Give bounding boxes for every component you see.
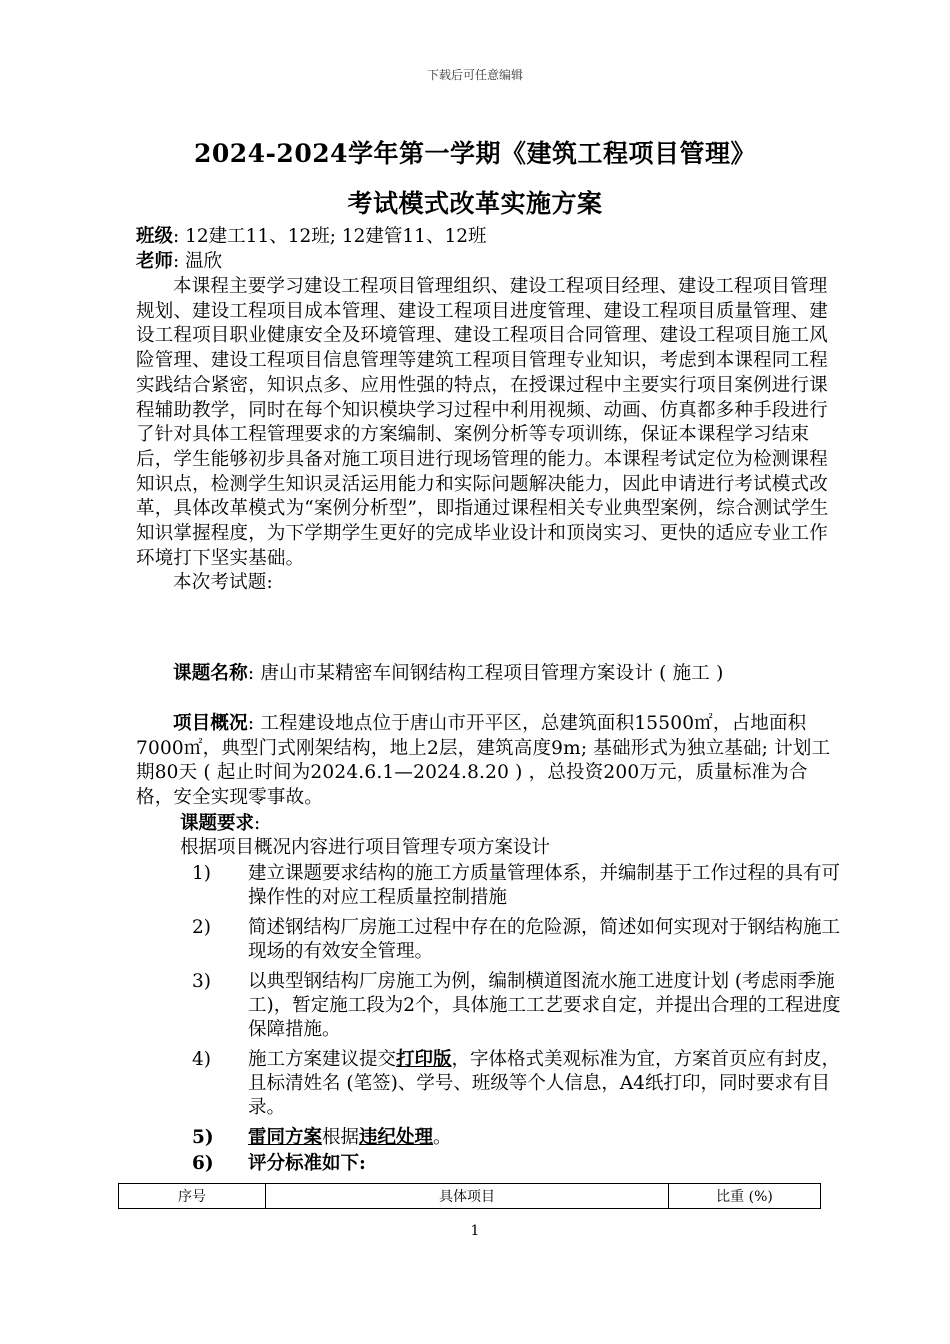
class-label: 班级	[136, 226, 174, 247]
item-number: 5)	[192, 1127, 214, 1148]
intro-section	[136, 275, 844, 596]
topic-value: : 唐山市某精密车间钢结构工程项目管理方案设计 ( 施工 )	[247, 663, 724, 684]
intro-paragraph: 本课程主要学习建设工程项目管理组织、建设工程项目经理、建设工程项目管理规划、建设工程项目成本管理、建设工程项目进度管理、建设工程项目质量管理、建设工程项目职业健康安全及环境管理、建设工程项目合同管理、建设工程项目施工风险管理、建设工程项目信息管理等建筑工程项目管理专业知识，考虑到本课程同工程实践结合紧密，知识点多、应用性强的特点，在授课过程中主要实行项目案例进行课程辅助教学，同时在每个知识模块学习过程中利用视频、动画、仿真都多种手段进行了针对具体工程管理要求的方案编制、案例分析等专项训练，保证本课程学习结束后，学生能够初步具备对施工项目进行现场管理的能力。本课程考试定位为检测课程知识点，检测学生知识灵活运用能力和实际问题解决能力，因此申请进行考试模式改革，具体改革模式为“案例分析型”，即指通过课程相关专业典型案例，综合测试学生知识掌握程度，为下学期学生更好的完成毕业设计和顶岗实习、更快的适应专业工作环境打下坚实基础。	[136, 276, 829, 569]
item-number: 3)	[192, 971, 211, 992]
table-header-cell: 序号	[119, 1184, 266, 1209]
class-value: : 12建工11、12班; 12建管11、12班	[173, 226, 487, 247]
requirements-intro: 根据项目概况内容进行项目管理专项方案设计	[180, 837, 551, 858]
item-emphasis: 打印版	[396, 1049, 452, 1070]
item-text: 建立课题要求结构的施工方质量管理体系，并编制基于工作过程的具有可操作性的对应工程质量控制措施	[248, 863, 841, 908]
topic-label: 课题名称	[173, 663, 248, 684]
table-header-cell: 具体项目	[266, 1184, 669, 1209]
table-header-row	[119, 1184, 821, 1209]
item-text-mid: 根据	[322, 1127, 360, 1148]
item-emphasis: 雷同方案	[248, 1127, 323, 1148]
item-number: 6)	[192, 1153, 214, 1174]
item-text-pre: 施工方案建议提交	[248, 1049, 397, 1070]
item-number: 4)	[192, 1049, 211, 1070]
requirements-colon: :	[254, 813, 261, 834]
overview-line	[136, 712, 844, 811]
item-text: 以典型钢结构厂房施工为例，编制横道图流水施工进度计划 (考虑雨季施工)，暂定施工段为2个，具体施工工艺要求自定，并提出合理的工程进度保障措施。	[248, 971, 841, 1040]
topic-section	[136, 662, 844, 687]
item-number: 1)	[192, 863, 211, 884]
item-emphasis: 违纪处理	[359, 1127, 434, 1148]
requirements-heading	[136, 812, 848, 836]
page-subtitle: 考试模式改革实施方案	[347, 189, 603, 218]
item-text: 简述钢结构厂房施工过程中存在的危险源，简述如何实现对于钢结构施工现场的有效安全管理。	[248, 917, 841, 962]
list-item	[136, 916, 848, 964]
page-number: 1	[470, 1223, 480, 1239]
scoring-table	[118, 1183, 821, 1209]
page-title: 2024-2024学年第一学期《建筑工程项目管理》	[193, 139, 757, 168]
table-header-cell: 比重 (%)	[669, 1184, 821, 1209]
teacher-line	[136, 249, 836, 274]
class-line	[136, 224, 836, 249]
list-item	[136, 1048, 848, 1120]
topic-line	[136, 662, 844, 687]
item-number: 2)	[192, 917, 211, 938]
list-item	[136, 862, 848, 910]
teacher-value: : 温欣	[173, 251, 223, 272]
overview-section	[136, 712, 844, 811]
requirements-label: 课题要求	[180, 813, 255, 834]
item-text: 评分标准如下:	[248, 1153, 366, 1174]
item-text-post: 。	[433, 1127, 452, 1148]
list-item	[136, 1152, 848, 1176]
overview-value: : 工程建设地点位于唐山市开平区，总建筑面积15500㎡，占地面积7000㎡，典型门式刚架结构，地上2层，建筑高度9m; 基础形式为独立基础; 计划工期80天 ( 起止时间为2024.6.1—2024.8.20 ) ，总投资200万元，质量标准为合格，安全实现零事故。	[136, 713, 831, 809]
exam-intro: 本次考试题:	[173, 572, 273, 594]
list-item	[136, 1126, 848, 1150]
teacher-label: 老师	[136, 251, 174, 272]
header-note: 下载后可任意编辑	[426, 68, 523, 82]
list-item	[136, 970, 848, 1042]
requirements-section	[136, 812, 848, 1176]
item-text-post: ，字体格式美观标准为宜，方案首页应有封皮，且标清姓名 (笔签)、学号、班级等个人信息，A4纸打印，同时要求有目录。	[248, 1049, 841, 1118]
overview-label: 项目概况	[173, 713, 248, 734]
